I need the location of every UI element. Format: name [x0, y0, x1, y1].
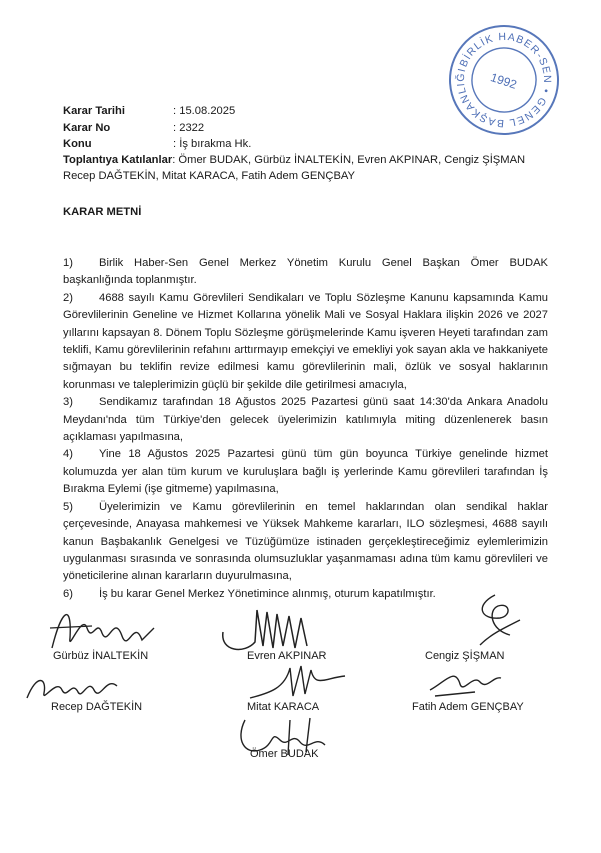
- karar-no-value: : 2322: [173, 122, 205, 134]
- signature-mitat: [245, 658, 355, 703]
- konu-label: Konu: [63, 138, 92, 150]
- konu-value: : İş bırakma Hk.: [173, 138, 252, 150]
- stamp-year: 1992: [488, 70, 519, 92]
- karar-body: [63, 255, 548, 603]
- signatory-name: Cengiz ŞİŞMAN: [425, 650, 505, 662]
- karar-tarihi-row: [63, 104, 235, 119]
- konu-row: [63, 137, 251, 152]
- list-item: 5) Üyelerimizin ve Kamu görevlilerinin en temel haklarından olan sendikal haklar çerçevesinde, Anayasa mahkemesi ve Yüksek Mahkeme kararları, ILO sözleşmesi, 4688 sayılı kanun Başbakanlık Genelgesi ve Tüzüğümüze istinaden gerçekleştireceğimiz eylemlerimizin uygulanması sırasında ve sonrasında olumsuzluklar yaşanmaması adına tüm kamu görevlileri ve yöneticilerine alınan kararların duyurulmasına,: [63, 500, 548, 583]
- signatory-name: Recep DAĞTEKİN: [51, 701, 143, 713]
- signatory-name: Fatih Adem GENÇBAY: [412, 701, 524, 713]
- toplanti-label: Toplantıya Katılanlar: [63, 154, 173, 166]
- signature-fatih: [425, 662, 505, 702]
- signature-cengiz: [460, 590, 530, 650]
- union-seal-stamp: [446, 22, 562, 138]
- karar-tarihi-label: Karar Tarihi: [63, 105, 125, 117]
- list-item: 2) 4688 sayılı Kamu Görevlileri Sendikaları ve Toplu Sözleşme Kanunu kapsamında Kamu Görevlilerinin Geneline ve Hizmet Kollarına yönelik Mali ve Sosyal Haklara ilişkin 2026 ve 2027 yıllarını kapsayan 8. Dönem Toplu Sözleşme görüşmelerinde Kamu işveren Heyeti tarafından zam teklifi, Kamu görevlilerinin refahını arttırmayıp emekçiyi ve emekliyi yok sayan akla ve hakkaniyete sığmayan bu teklifin revize edilmesi kamu görevlilerinin mali, özlük ve sosyal haklarının korunması ve taleplerimizin güçlü bir şekilde dile getirilmesi amacıyla,: [63, 291, 548, 391]
- signatory-name: Evren AKPINAR: [247, 650, 327, 662]
- signature-evren: [215, 602, 325, 657]
- svg-text:BİRLİK HABER-SEN • GENEL BAŞKA: BİRLİK HABER-SEN • GENEL BAŞKANLIĞI: [454, 30, 554, 130]
- list-item: 6) İş bu karar Genel Merkez Yönetimince alınmış, oturum kapatılmıştır.: [63, 587, 436, 600]
- list-item: 1) Birlik Haber-Sen Genel Merkez Yönetim Kurulu Genel Başkan Ömer BUDAK başkanlığında toplanmıştır.: [63, 257, 548, 287]
- list-item: 3) Sendikamız tarafından 18 Ağustos 2025 Pazartesi günü saat 14:30'da Ankara Anadolu Meydanı'nda tüm Türkiye'den gelecek üyelerimizin katılımıyla miting düzenlenerek basın açıklaması yapılmasına,: [63, 396, 548, 444]
- karar-no-row: [63, 121, 204, 136]
- list-item: 4) Yine 18 Ağustos 2025 Pazartesi günü tüm gün boyunca Türkiye genelinde hizmet kolumuzda yer alan tüm kurum ve kuruluşlara bağlı iş yerlerinde Kamu görevlileri tarafından İş Bırakma Eylemi (işe gitmeme) yapılmasına,: [63, 448, 548, 496]
- toplanti-katilanlar: [63, 152, 543, 184]
- signature-gurbuz: [42, 598, 162, 658]
- karar-metni-heading: KARAR METNİ: [63, 206, 142, 218]
- signatory-name: Mitat KARACA: [247, 701, 320, 713]
- signature-block: [0, 590, 601, 790]
- signatory-name: Gürbüz İNALTEKİN: [53, 650, 149, 662]
- toplanti-value: : Ömer BUDAK, Gürbüz İNALTEKİN, Evren AKPINAR, Cengiz ŞİŞMAN Recep DAĞTEKİN, Mitat KARACA, Fatih Adem GENÇBAY: [63, 154, 526, 182]
- karar-tarihi-value: : 15.08.2025: [173, 105, 236, 117]
- karar-no-label: Karar No: [63, 122, 111, 134]
- signatory-name: Ömer BUDAK: [250, 748, 319, 760]
